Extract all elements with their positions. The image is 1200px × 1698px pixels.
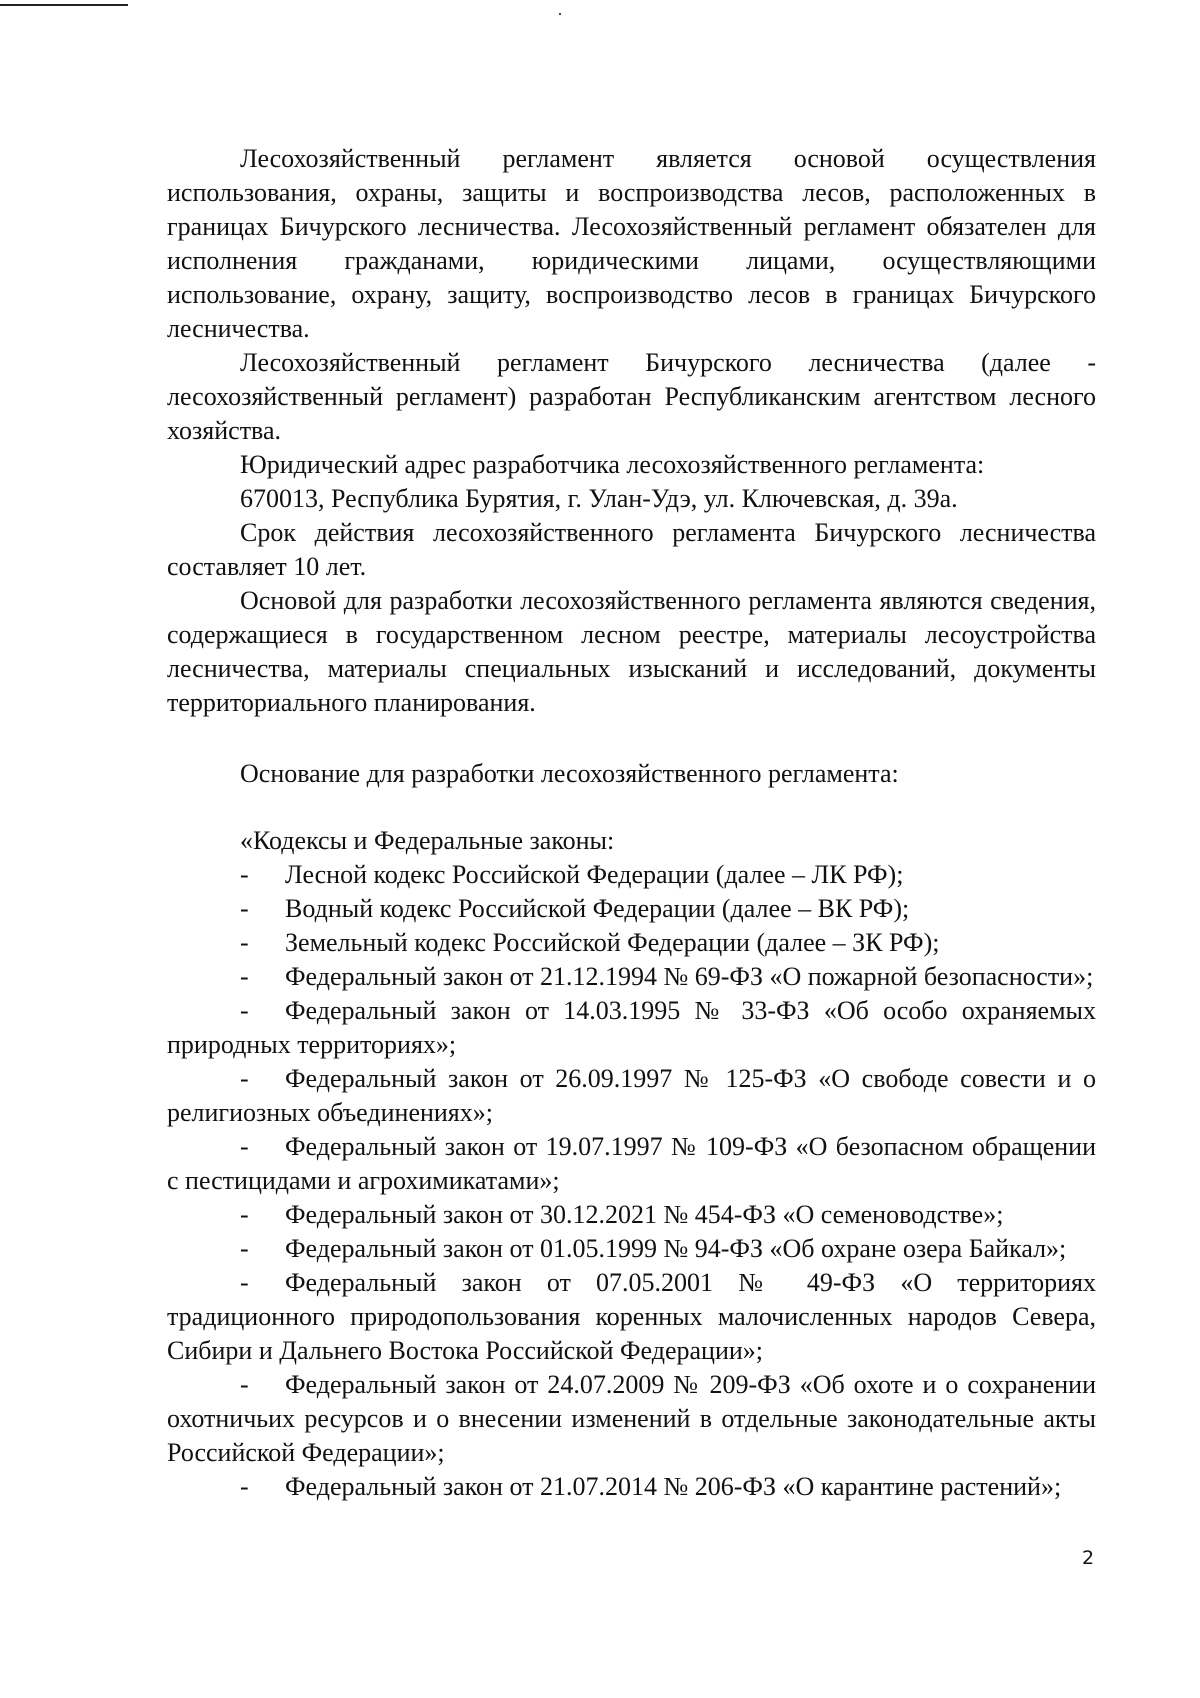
law-text: Федеральный закон от 19.07.1997 № 109-ФЗ «О безопасном обращении с пестицидами и агрохимикатами»;: [167, 1132, 1096, 1195]
list-dash: -: [240, 860, 249, 889]
list-dash: -: [240, 1132, 249, 1161]
section-spacer: [167, 720, 1096, 757]
list-dash: -: [240, 962, 249, 991]
law-text: Федеральный закон от 14.03.1995 № 33-ФЗ «Об особо охраняемых природных территориях»;: [167, 996, 1096, 1059]
law-list-item: [167, 1266, 1096, 1368]
list-dash: -: [240, 1064, 249, 1093]
list-dash: -: [240, 1370, 249, 1399]
law-text: Земельный кодекс Российской Федерации (далее – ЗК РФ);: [285, 928, 940, 957]
law-list-item: [167, 1232, 1096, 1266]
law-list-item: [167, 892, 1096, 926]
law-text: Водный кодекс Российской Федерации (далее – ВК РФ);: [285, 894, 910, 923]
law-text: Федеральный закон от 01.05.1999 № 94-ФЗ «Об охране озера Байкал»;: [285, 1234, 1067, 1263]
list-dash: -: [240, 894, 249, 923]
law-text: Федеральный закон от 26.09.1997 № 125-ФЗ «О свободе совести и о религиозных объединениях»;: [167, 1064, 1096, 1127]
law-list-item: [167, 1130, 1096, 1198]
document-body: [167, 142, 1096, 1504]
laws-heading: «Кодексы и Федеральные законы:: [240, 826, 615, 855]
paragraph-regulation-developer: Лесохозяйственный регламент Бичурского лесничества (далее - лесохозяйственный регламент) разработан Республиканским агентством лесного хозяйства.: [167, 348, 1096, 445]
law-list-item: [167, 1368, 1096, 1470]
list-dash: -: [240, 928, 249, 957]
law-text: Лесной кодекс Российской Федерации (далее – ЛК РФ);: [285, 860, 904, 889]
law-text: Федеральный закон от 21.12.1994 № 69-ФЗ «О пожарной безопасности»;: [285, 962, 1094, 991]
law-list-item: [167, 1198, 1096, 1232]
scan-edge-mark: [0, 4, 128, 6]
law-list-item: [167, 1062, 1096, 1130]
paragraph-regulation-basis: Лесохозяйственный регламент является основой осуществления использования, охраны, защиты и воспроизводства лесов, расположенных в границах Бичурского лесничества. Лесохозяйственный регламент обязателен для исполнения гражданами, юридическими лицами, осуществляющими использование, охрану, защиту, воспроизводство лесов в границах Бичурского лесничества.: [167, 144, 1096, 343]
list-dash: -: [240, 996, 249, 1025]
list-dash: -: [240, 1200, 249, 1229]
law-list-item: [167, 926, 1096, 960]
law-list-item: [167, 1470, 1096, 1504]
law-list-item: [167, 858, 1096, 892]
page-number: 2: [1082, 1547, 1095, 1569]
paragraph-validity-period: Срок действия лесохозяйственного регламента Бичурского лесничества составляет 10 лет.: [167, 518, 1096, 581]
section-spacer: [167, 791, 1096, 824]
law-text: Федеральный закон от 21.07.2014 № 206-ФЗ «О карантине растений»;: [285, 1472, 1062, 1501]
list-dash: -: [240, 1268, 249, 1297]
law-text: Федеральный закон от 24.07.2009 № 209-ФЗ «Об охоте и о сохранении охотничьих ресурсов и о внесении изменений в отдельные законодательные акты Российской Федерации»;: [167, 1370, 1096, 1467]
paragraph-legal-address-label: Юридический адрес разработчика лесохозяйственного регламента:: [240, 450, 985, 479]
scan-dust-dot: [559, 13, 561, 15]
list-dash: -: [240, 1472, 249, 1501]
law-text: Федеральный закон от 07.05.2001 № 49-ФЗ «О территориях традиционного природопользования коренных малочисленных народов Севера, Сибири и Дальнего Востока Российской Федерации»;: [167, 1268, 1096, 1365]
law-text: Федеральный закон от 30.12.2021 № 454-ФЗ «О семеноводстве»;: [285, 1200, 1004, 1229]
paragraph-legal-address: 670013, Республика Бурятия, г. Улан-Удэ, ул. Ключевская, д. 39а.: [240, 484, 958, 513]
list-dash: -: [240, 1234, 249, 1263]
law-list-item: [167, 994, 1096, 1062]
paragraph-development-basis: Основой для разработки лесохозяйственного регламента являются сведения, содержащиеся в государственном лесном реестре, материалы лесоустройства лесничества, материалы специальных изысканий и исследований, документы территориального планирования.: [167, 586, 1096, 717]
law-list-item: [167, 960, 1096, 994]
laws-list: [167, 858, 1096, 1504]
basis-heading: Основание для разработки лесохозяйственного регламента:: [240, 759, 899, 788]
